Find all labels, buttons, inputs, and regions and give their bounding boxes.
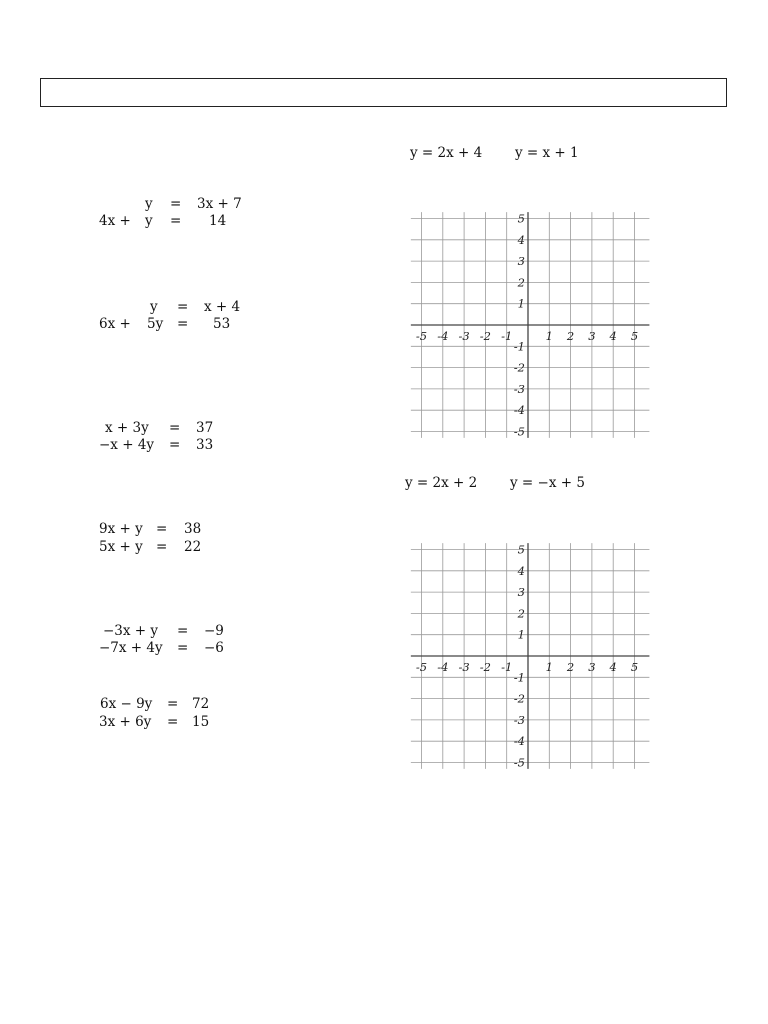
- system-5-row-2-lhs: −7x + 4y: [99, 640, 163, 656]
- system-1-row-1-lhs: y: [145, 196, 153, 212]
- title-box: [40, 78, 727, 107]
- x-tick-label: 2: [566, 660, 575, 674]
- x-tick-label: -5: [415, 329, 428, 343]
- system-2-row-2-equals: =: [177, 316, 189, 332]
- x-tick-label: 4: [609, 660, 617, 674]
- system-1-row-2-rhs: 14: [209, 213, 227, 229]
- y-tick-label: -1: [513, 339, 525, 354]
- coordinate-grid-1: [400, 205, 660, 445]
- x-tick-label: 5: [630, 660, 639, 674]
- system-1-row-2-coef: 4x +: [99, 213, 131, 229]
- system-4-row-1-lhs: 9x + y: [99, 521, 143, 537]
- graph-2-equation-2: y = −x + 5: [510, 475, 585, 491]
- system-3-row-1-equals: =: [169, 420, 181, 436]
- x-tick-label: 1: [545, 660, 553, 674]
- graph-2-equation-1: y = 2x + 2: [405, 475, 478, 491]
- y-tick-label: 1: [517, 296, 525, 311]
- system-1-row-2-lhs: y: [145, 213, 153, 229]
- system-6-row-1-rhs: 72: [192, 696, 210, 712]
- y-tick-label: 2: [517, 275, 525, 290]
- y-tick-label: 4: [517, 563, 525, 578]
- system-3-row-2-equals: =: [169, 437, 181, 453]
- system-2-row-1-lhs: y: [150, 299, 158, 315]
- y-tick-label: -4: [513, 734, 525, 749]
- x-tick-label: 2: [566, 329, 575, 343]
- system-3-row-1-rhs: 37: [196, 420, 214, 436]
- system-3-row-1-lhs: x + 3y: [105, 420, 149, 436]
- y-tick-label: 3: [517, 254, 525, 269]
- system-2-row-1-equals: =: [177, 299, 189, 315]
- system-2-row-1-rhs: x + 4: [204, 299, 241, 315]
- system-1-row-1-rhs: 3x + 7: [197, 196, 242, 212]
- system-4-row-2-rhs: 22: [184, 539, 202, 555]
- x-tick-label: 4: [609, 329, 617, 343]
- system-1-row-2-equals: =: [170, 213, 182, 229]
- system-4-row-1-equals: =: [156, 521, 168, 537]
- x-tick-label: -3: [458, 660, 470, 674]
- x-tick-label: -4: [437, 329, 449, 343]
- graph-1-equation-2: y = x + 1: [515, 145, 579, 161]
- system-6-row-2-rhs: 15: [192, 714, 210, 730]
- system-5-row-1-lhs: −3x + y: [103, 623, 159, 639]
- x-tick-label: 5: [630, 329, 639, 343]
- y-tick-label: -4: [513, 403, 525, 418]
- y-tick-label: -2: [513, 360, 525, 375]
- system-4-row-2-lhs: 5x + y: [99, 539, 143, 555]
- system-6-row-2-equals: =: [167, 714, 179, 730]
- coordinate-grid-2: [400, 536, 660, 776]
- system-3-row-2-lhs: −x + 4y: [99, 437, 155, 453]
- system-6-row-1-equals: =: [167, 696, 179, 712]
- x-tick-label: -3: [458, 329, 470, 343]
- y-tick-label: -1: [513, 670, 525, 685]
- y-tick-label: -3: [513, 381, 525, 396]
- system-4-row-2-equals: =: [156, 539, 168, 555]
- graph-1-equation-1: y = 2x + 4: [410, 145, 483, 161]
- y-tick-label: -3: [513, 712, 525, 727]
- system-5-row-2-rhs: −6: [204, 640, 224, 656]
- y-tick-label: 2: [517, 606, 525, 621]
- system-1-row-1-equals: =: [170, 196, 182, 212]
- y-tick-label: 3: [517, 585, 525, 600]
- y-tick-label: 4: [517, 232, 525, 247]
- x-tick-label: -1: [501, 660, 513, 674]
- y-tick-label: -2: [513, 691, 525, 706]
- y-tick-label: -5: [513, 424, 525, 439]
- system-5-row-2-equals: =: [177, 640, 189, 656]
- system-6-row-2-lhs: 3x + 6y: [99, 714, 152, 730]
- y-tick-label: 5: [517, 542, 525, 557]
- x-tick-label: -4: [437, 660, 449, 674]
- x-tick-label: 3: [588, 660, 596, 674]
- system-5-row-1-rhs: −9: [204, 623, 224, 639]
- system-2-row-2-rhs: 53: [213, 316, 231, 332]
- system-2-row-2-coef: 6x +: [99, 316, 131, 332]
- x-tick-label: -5: [415, 660, 428, 674]
- system-2-row-2-lhs: 5y: [147, 316, 164, 332]
- x-tick-label: -2: [479, 329, 492, 343]
- system-6-row-1-lhs: 6x − 9y: [100, 696, 153, 712]
- system-4-row-1-rhs: 38: [184, 521, 202, 537]
- y-tick-label: -5: [513, 755, 525, 770]
- x-tick-label: -1: [501, 329, 513, 343]
- x-tick-label: -2: [479, 660, 492, 674]
- y-tick-label: 5: [517, 211, 525, 226]
- system-5-row-1-equals: =: [177, 623, 189, 639]
- system-3-row-2-rhs: 33: [196, 437, 214, 453]
- x-tick-label: 3: [588, 329, 596, 343]
- y-tick-label: 1: [517, 627, 525, 642]
- x-tick-label: 1: [545, 329, 553, 343]
